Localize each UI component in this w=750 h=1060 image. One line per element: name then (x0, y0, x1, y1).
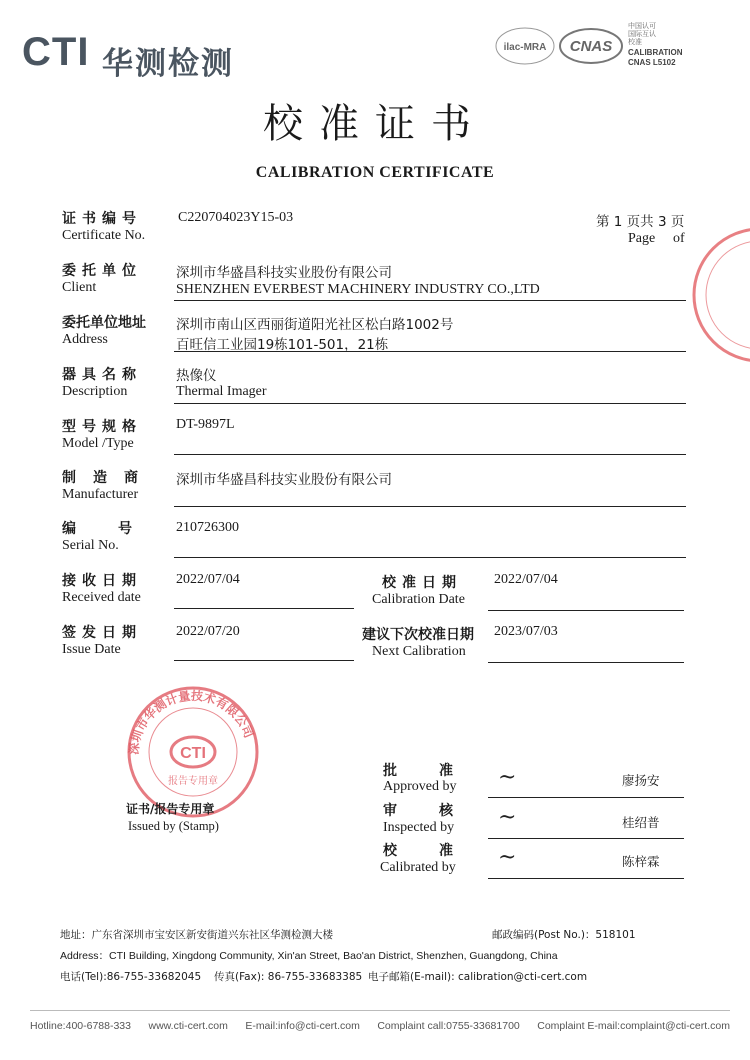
approved-underline (488, 797, 684, 798)
issue-label-en: Issue Date (62, 642, 121, 657)
serial-label-cn: 编号 (62, 521, 174, 537)
info-email-link[interactable]: E-mail:info@cti-cert.com (245, 1020, 360, 1032)
approved-label-en: Approved by (383, 779, 457, 794)
calibrated-underline (488, 878, 684, 879)
description-value-cn: 热像仪 (176, 368, 217, 384)
stamp-label-cn: 证书/报告专用章 (126, 802, 215, 816)
inspected-label-en: Inspected by (383, 820, 455, 835)
cti-logo-cn: 华测检测 (102, 46, 234, 82)
inspected-signature: ~ (498, 805, 517, 830)
client-label-cn: 委托单位 (62, 263, 142, 279)
manufacturer-value: 深圳市华盛昌科技实业股份有限公司 (176, 472, 392, 488)
hotline: Hotline:400-6788-333 (30, 1020, 131, 1032)
footer-fax: 传真(Fax): 86-755-33683385 (214, 971, 363, 983)
inspected-name: 桂绍普 (622, 815, 660, 830)
page-info-of: of (673, 231, 685, 246)
approved-signature: ~ (498, 765, 517, 790)
model-underline (174, 454, 686, 455)
footer-post: 邮政编码(Post No.)：518101 (492, 929, 636, 941)
serial-value: 210726300 (176, 520, 239, 535)
next-underline (488, 662, 684, 663)
cnas-small-cn: 中国认可 国际互认 校准 (628, 22, 656, 46)
client-underline (174, 300, 686, 301)
model-value: DT-9897L (176, 417, 235, 432)
seal-text: 深圳市华测计量技术有限公司 (126, 688, 257, 756)
serial-label-en: Serial No. (62, 538, 119, 553)
footer-address-en: Address：CTI Building, Xingdong Community, Xin'an Street, Bao'an District, Shenzhen, Guangdong, China (60, 950, 558, 962)
cti-logo: CTI (22, 30, 90, 74)
address-label-en: Address (62, 332, 108, 347)
manufacturer-underline (174, 506, 686, 507)
cert-no-value: C220704023Y15-03 (178, 210, 294, 225)
footer-tel: 电话(Tel):86-755-33682045 (60, 971, 202, 983)
next-value: 2023/07/03 (494, 624, 558, 639)
calibration-value: 2022/07/04 (494, 572, 558, 587)
page-info-page: Page (628, 231, 656, 246)
client-value-cn: 深圳市华盛昌科技实业股份有限公司 (176, 265, 392, 281)
manufacturer-label-en: Manufacturer (62, 487, 139, 502)
received-label-cn: 接收日期 (62, 573, 142, 589)
cert-no-label-en: Certificate No. (62, 228, 146, 243)
inspected-underline (488, 838, 684, 839)
client-value-en: SHENZHEN EVERBEST MACHINERY INDUSTRY CO.,LTD (176, 282, 540, 297)
received-label-en: Received date (62, 590, 141, 605)
client-label-en: Client (62, 280, 97, 295)
bottom-bar (30, 1020, 730, 1032)
received-underline (174, 608, 354, 609)
calibrated-name: 陈梓霖 (622, 854, 660, 869)
calibration-label-cn: 校准日期 (382, 575, 462, 591)
cnas-number: CNAS L5102 (628, 58, 676, 67)
inspected-label-cn: 审核 (383, 803, 495, 819)
complaint-email-link[interactable]: Complaint E-mail:complaint@cti-cert.com (537, 1020, 730, 1032)
footer-email: 电子邮箱(E-mail): calibration@cti-cert.com (368, 971, 588, 983)
title-en: CALIBRATION CERTIFICATE (255, 164, 495, 181)
model-label-cn: 型号规格 (62, 419, 142, 435)
address-value-line1: 深圳市南山区西丽街道阳光社区松白路1002号 (176, 317, 454, 333)
cnas-calibration: CALIBRATION (628, 48, 683, 57)
footer-address-cn: 地址：广东省深圳市宝安区新安街道兴东社区华测检测大楼 (60, 929, 333, 941)
description-underline (174, 403, 686, 404)
calibration-label-en: Calibration Date (372, 592, 465, 607)
title-cn: 校准证书 (263, 101, 487, 147)
next-label-cn: 建议下次校准日期 (362, 627, 474, 643)
approved-label-cn: 批准 (383, 763, 495, 779)
description-label-cn: 器具名称 (62, 367, 142, 383)
calibrated-signature: ~ (498, 845, 517, 870)
official-seal (118, 680, 268, 820)
issue-label-cn: 签发日期 (62, 625, 142, 641)
received-value: 2022/07/04 (176, 572, 240, 587)
issue-value: 2022/07/20 (176, 624, 240, 639)
bottom-divider (30, 1010, 730, 1011)
calibrated-label-en: Calibrated by (380, 860, 456, 875)
address-label-cn: 委托单位地址 (62, 315, 146, 331)
cnas-logo (558, 26, 624, 66)
cnas-text: CNAS (569, 38, 613, 55)
cert-no-label-cn: 证书编号 (62, 211, 142, 227)
next-label-en: Next Calibration (372, 644, 466, 659)
ilac-logo (494, 26, 556, 66)
manufacturer-label-cn: 制造商 (62, 470, 155, 486)
page-info-cn: 第 1 页共 3 页 (596, 214, 685, 230)
complaint-call: Complaint call:0755-33681700 (377, 1020, 520, 1032)
serial-underline (174, 557, 686, 558)
address-underline (174, 351, 686, 352)
ilac-text: ilac-MRA (503, 42, 547, 53)
description-value-en: Thermal Imager (176, 384, 267, 399)
website-link[interactable]: www.cti-cert.com (148, 1020, 228, 1032)
approved-name: 廖扬安 (622, 773, 660, 788)
description-label-en: Description (62, 384, 128, 399)
calibration-underline (488, 610, 684, 611)
edge-seal (688, 225, 750, 365)
stamp-label-en: Issued by (Stamp) (128, 819, 219, 833)
model-label-en: Model /Type (62, 436, 134, 451)
seal-bottom-text: 报告专用章 (168, 776, 218, 787)
seal-logo: CTI (180, 745, 206, 762)
calibrated-label-cn: 校准 (383, 843, 495, 859)
address-value-line2: 百旺信工业园19栋101-501，21栋 (176, 337, 389, 353)
issue-underline (174, 660, 354, 661)
